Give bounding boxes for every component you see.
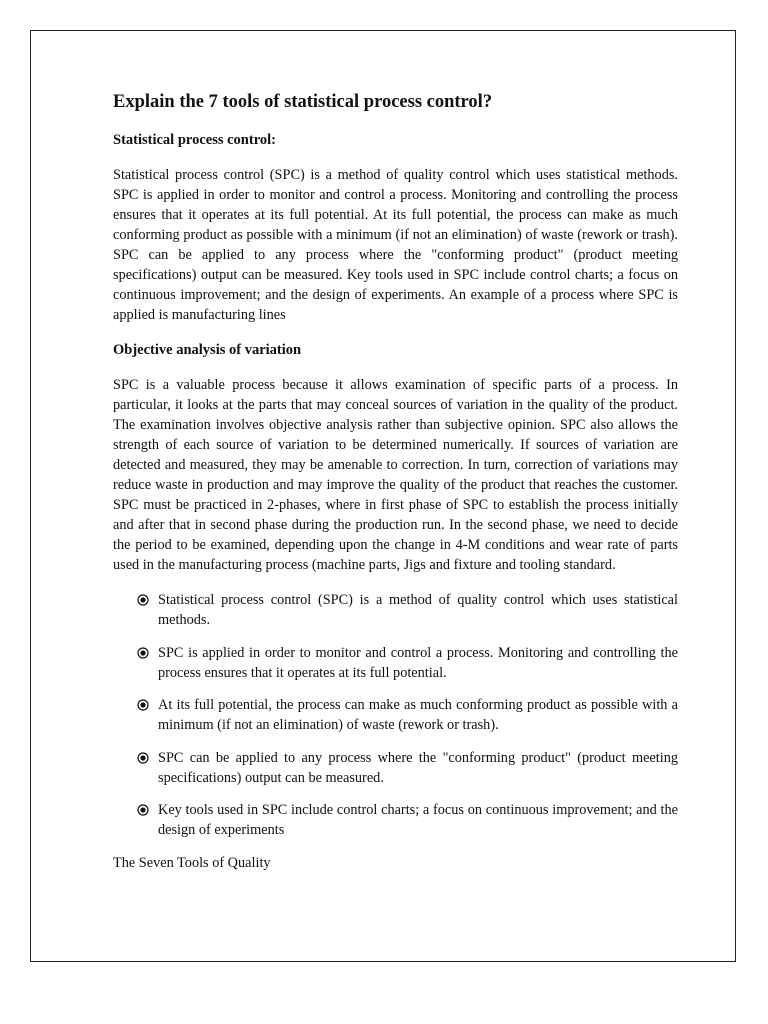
radio-bullet-icon [137,594,149,606]
bullet-text: At its full potential, the process can make as much conforming product as possible with a minimum (if not an elimination) of waste (rework or trash). [158,697,678,733]
bullet-text: Key tools used in SPC include control charts; a focus on continuous improvement; and the design of experiments [158,802,678,838]
document-body [113,90,678,873]
bullet-list [113,590,678,840]
bullet-item [113,590,678,630]
bullet-item [113,643,678,683]
section-heading-spc: Statistical process control: [113,132,276,148]
section-heading-variation: Objective analysis of variation [113,342,302,358]
document-title: Explain the 7 tools of statistical process control? [113,92,493,112]
closing-line: The Seven Tools of Quality [113,854,271,871]
radio-bullet-icon [137,752,149,764]
radio-bullet-icon [137,647,149,659]
bullet-text: SPC can be applied to any process where the "conforming product" (product meeting specifications) output can be measured. [158,749,678,786]
section-body-spc: Statistical process control (SPC) is a method of quality control which uses statistical methods. SPC is applied in order to monitor and control a process. Monitoring and controlling the process ensures that it operates at its full potential. At its full potential, the process can make as much conforming product as possible with a minimum (if not an elimination) of waste (rework or trash). SPC can be applied to any process where the "conforming product" (product meeting specifications) output can be measured. Key tools used in SPC include control charts; a focus on continuous improvement; and the design of experiments. An example of a process where SPC is applied is manufacturing lines [113,167,678,323]
bullet-item [113,695,678,735]
section-body-variation: SPC is a valuable process because it allows examination of specific parts of a process. In particular, it looks at the parts that may conceal sources of variation in the quality of the product. The examination involves objective analysis rather than subjective opinion. SPC also allows the strength of each source of variation to be determined numerically. If sources of variation are detected and measured, they may be amenable to correction. In turn, correction of variations may reduce waste in production and may improve the quality of the product that reaches the customer. SPC must be practiced in 2-phases, where in first phase of SPC to establish the process initially and after that in second phase during the production run. In the second phase, we need to decide the period to be examined, depending upon the change in 4-M conditions and wear rate of parts used in the manufacturing process (machine parts, Jigs and fixture and tooling standard. [113,377,678,573]
bullet-item [113,748,678,788]
bullet-text: Statistical process control (SPC) is a method of quality control which uses statistical methods. [158,592,678,628]
bullet-text: SPC is applied in order to monitor and control a process. Monitoring and controlling the process ensures that it operates at its full potential. [158,644,678,681]
bullet-item [113,800,678,840]
radio-bullet-icon [137,804,149,816]
radio-bullet-icon [137,699,149,711]
